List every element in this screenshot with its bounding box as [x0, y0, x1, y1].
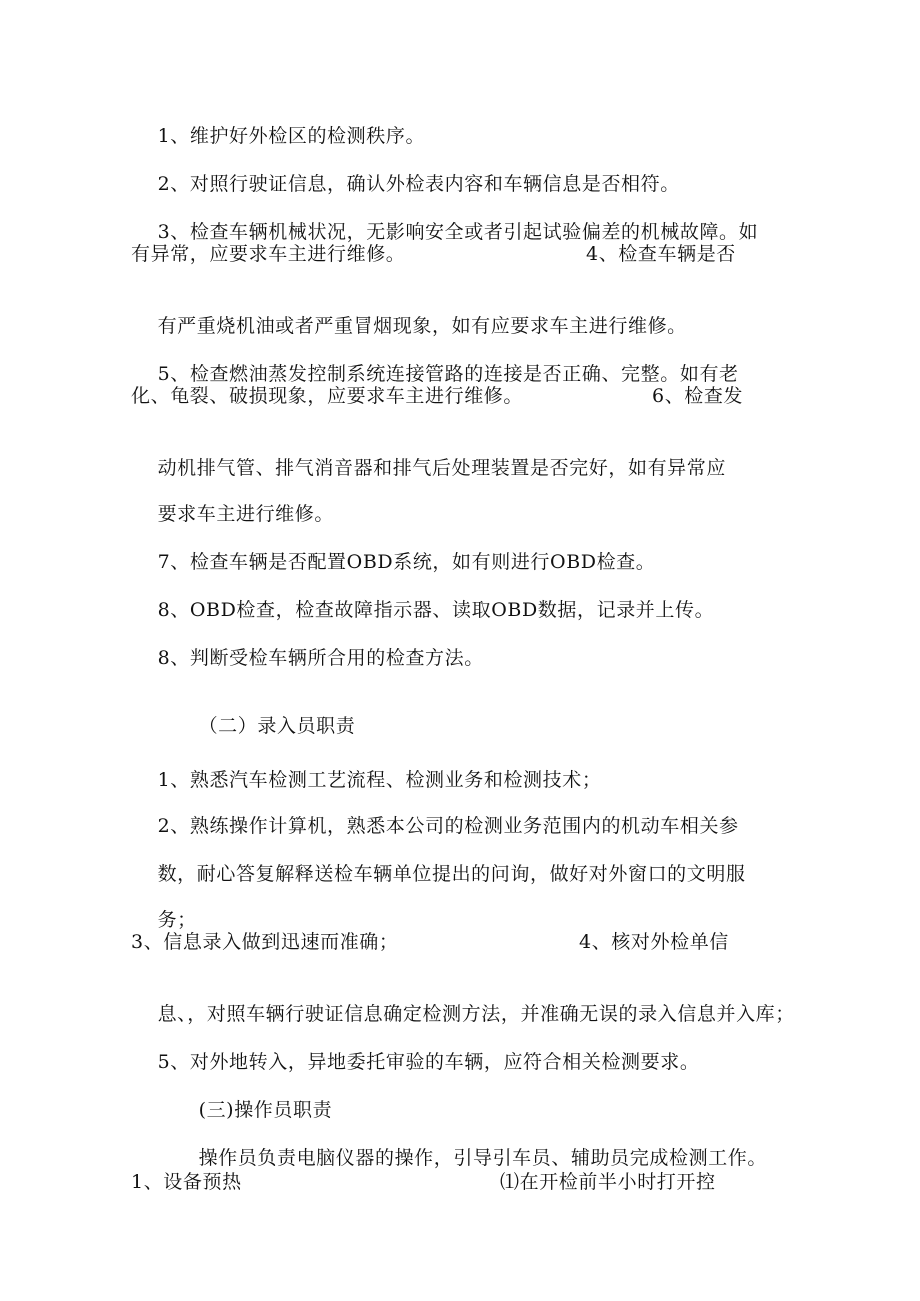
- line-2-text: 2、对照行驶证信息，确认外检表内容和车辆信息是否相符。: [157, 173, 680, 195]
- line-13-text: 1、熟悉汽车检测工艺流程、检测业务和检测技术；: [157, 769, 602, 791]
- line-8-text: 动机排气管、排气消音器和排气后处理装置是否完好，如有异常应: [157, 457, 726, 479]
- line-17-left-text: 3、信息录入做到迅速而准确；: [131, 931, 399, 953]
- line-16-text: 务；: [157, 909, 197, 931]
- section-heading-2-text: （二）录入员职责: [198, 715, 356, 737]
- line-21: [131, 1170, 751, 1194]
- line-17: [131, 930, 751, 954]
- section-heading-3-text: (三)操作员职责: [198, 1099, 333, 1121]
- line-9-text: 要求车主进行维修。: [157, 503, 334, 525]
- line-4-right-text: 4、检查车辆是否: [586, 243, 736, 265]
- line-4: [131, 242, 751, 266]
- line-15: [131, 838, 746, 910]
- line-6-text: 5、检查燃油蒸发控制系统连接管路的连接是否正确、完整。如有老: [157, 363, 739, 385]
- line-7: [131, 384, 751, 408]
- line-7-right-text: 6、检查发: [652, 385, 744, 407]
- line-11-text: 8、OBD检查，检查故障指示器、读取OBD数据，记录并上传。: [157, 599, 715, 621]
- line-19-text: 5、对外地转入，异地委托审验的车辆，应符合相关检测要求。: [157, 1051, 700, 1073]
- line-17-right-text: 4、核对外检单信: [579, 931, 729, 953]
- line-21-right-text: ⑴在开检前半小时打开控: [500, 1171, 716, 1193]
- line-21-left-text: 1、设备预热: [131, 1171, 242, 1193]
- line-18-text: 息、，对照车辆行驶证信息确定检测方法，并准确无误的录入信息并入库；: [157, 1003, 795, 1025]
- line-15-text: 数，耐心答复解释送检车辆单位提出的问询，做好对外窗口的文明服: [157, 863, 746, 885]
- line-14-text: 2、熟练操作计算机，熟悉本公司的检测业务范围内的机动车相关参: [157, 815, 739, 837]
- line-5-text: 有严重烧机油或者严重冒烟现象，如有应要求车主进行维修。: [157, 315, 687, 337]
- line-1-text: 1、维护好外检区的检测秩序。: [157, 125, 426, 147]
- line-7-left-text: 化、龟裂、破损现象，应要求车主进行维修。: [131, 385, 524, 407]
- line-10-text: 7、检查车辆是否配置OBD系统，如有则进行OBD检查。: [157, 551, 656, 573]
- line-3-text: 3、检查车辆机械状况，无影响安全或者引起试验偏差的机械故障。如: [157, 221, 759, 243]
- line-4-left-text: 有异常，应要求车主进行维修。: [131, 243, 406, 265]
- line-12: [131, 622, 484, 694]
- line-12-text: 8、判断受检车辆所合用的检查方法。: [157, 647, 484, 669]
- line-20-text: 操作员负责电脑仪器的操作，引导引车员、辅助员完成检测工作。: [198, 1147, 767, 1169]
